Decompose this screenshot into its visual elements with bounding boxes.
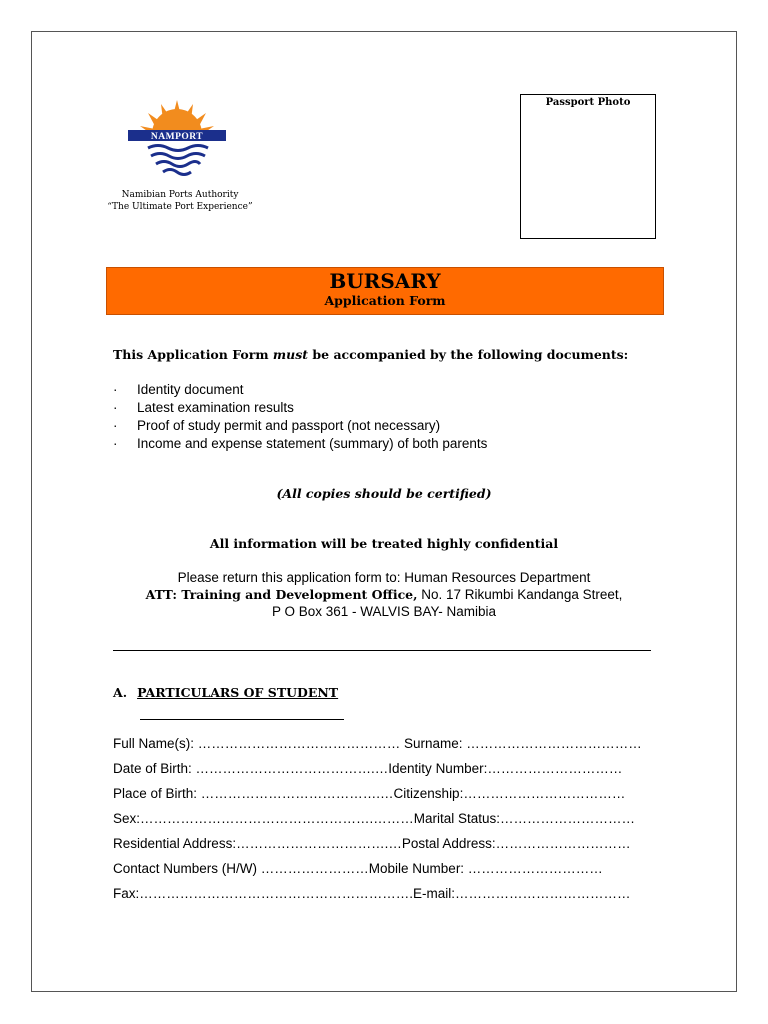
- document-item: Latest examination results: [137, 400, 294, 415]
- section-letter: A.: [113, 685, 128, 700]
- certified-note: (All copies should be certified): [276, 486, 492, 501]
- return-line-2: [0, 586, 768, 603]
- organization-name: Namibian Ports Authority: [121, 190, 239, 200]
- namport-logo: [126, 98, 228, 178]
- title-banner: [106, 267, 664, 315]
- requirements-intro: [113, 347, 628, 362]
- document-item: Identity document: [137, 382, 244, 397]
- organization-info: [100, 189, 260, 213]
- return-line-1: Please return this application form to: Human Resources Department: [177, 570, 591, 585]
- section-underline: [140, 719, 344, 720]
- bullet-icon: ·: [113, 418, 118, 433]
- return-instructions: [0, 569, 768, 620]
- section-a-heading: [113, 685, 338, 700]
- section-title: PARTICULARS OF STUDENT: [137, 685, 339, 700]
- field-birth-place-citizenship[interactable]: Place of Birth: ………………………………….…Citizenship:………………………………: [113, 786, 626, 801]
- required-documents-list: [113, 381, 487, 453]
- section-divider: [113, 650, 651, 651]
- requirements-intro-end: be accompanied by the following documents:: [308, 347, 629, 362]
- document-item: Proof of study permit and passport (not necessary): [137, 418, 441, 433]
- requirements-intro-emphasis: must: [272, 347, 309, 362]
- requirements-intro-start: This Application Form: [113, 347, 273, 362]
- list-item: [113, 417, 487, 435]
- field-birth-date-identity[interactable]: Date of Birth: ………………………………….…Identity Number:…………………………: [113, 761, 623, 776]
- student-particulars-fields: [113, 734, 642, 909]
- list-item: [113, 381, 487, 399]
- field-sex-marital-status[interactable]: Sex:…………………………………………….………Marital Status:…………………………: [113, 811, 636, 826]
- field-addresses[interactable]: Residential Address:…………………………….…Postal Address:…………………………: [113, 836, 631, 851]
- waves: [148, 146, 208, 175]
- field-contact-mobile[interactable]: Contact Numbers (H/W) ……………………Mobile Number: …………………………: [113, 861, 603, 876]
- field-full-name-surname[interactable]: Full Name(s): ……………………………………… Surname: …………………………………: [113, 736, 642, 751]
- field-fax-email[interactable]: Fax:…………………………………………………….E-mail:…………………………………: [113, 886, 631, 901]
- logo-text: NAMPORT: [150, 132, 204, 142]
- return-line-3: P O Box 361 - WALVIS BAY- Namibia: [271, 604, 497, 619]
- document-item: Income and expense statement (summary) of both parents: [137, 436, 488, 451]
- list-item: [113, 399, 487, 417]
- organization-tagline: “The Ultimate Port Experience”: [107, 202, 253, 212]
- list-item: [113, 435, 487, 453]
- passport-photo-label: Passport Photo: [545, 97, 631, 108]
- bullet-icon: ·: [113, 382, 118, 397]
- confidential-note: All information will be treated highly confidential: [209, 536, 559, 551]
- return-address-street: No. 17 Rikumbi Kandanga Street,: [417, 587, 623, 602]
- passport-photo-box: [520, 94, 656, 239]
- form-subtitle: Application Form: [324, 293, 446, 308]
- att-label: ATT: Training and Development Office,: [145, 587, 418, 602]
- bullet-icon: ·: [113, 436, 118, 451]
- bullet-icon: ·: [113, 400, 118, 415]
- form-title: BURSARY: [329, 269, 441, 293]
